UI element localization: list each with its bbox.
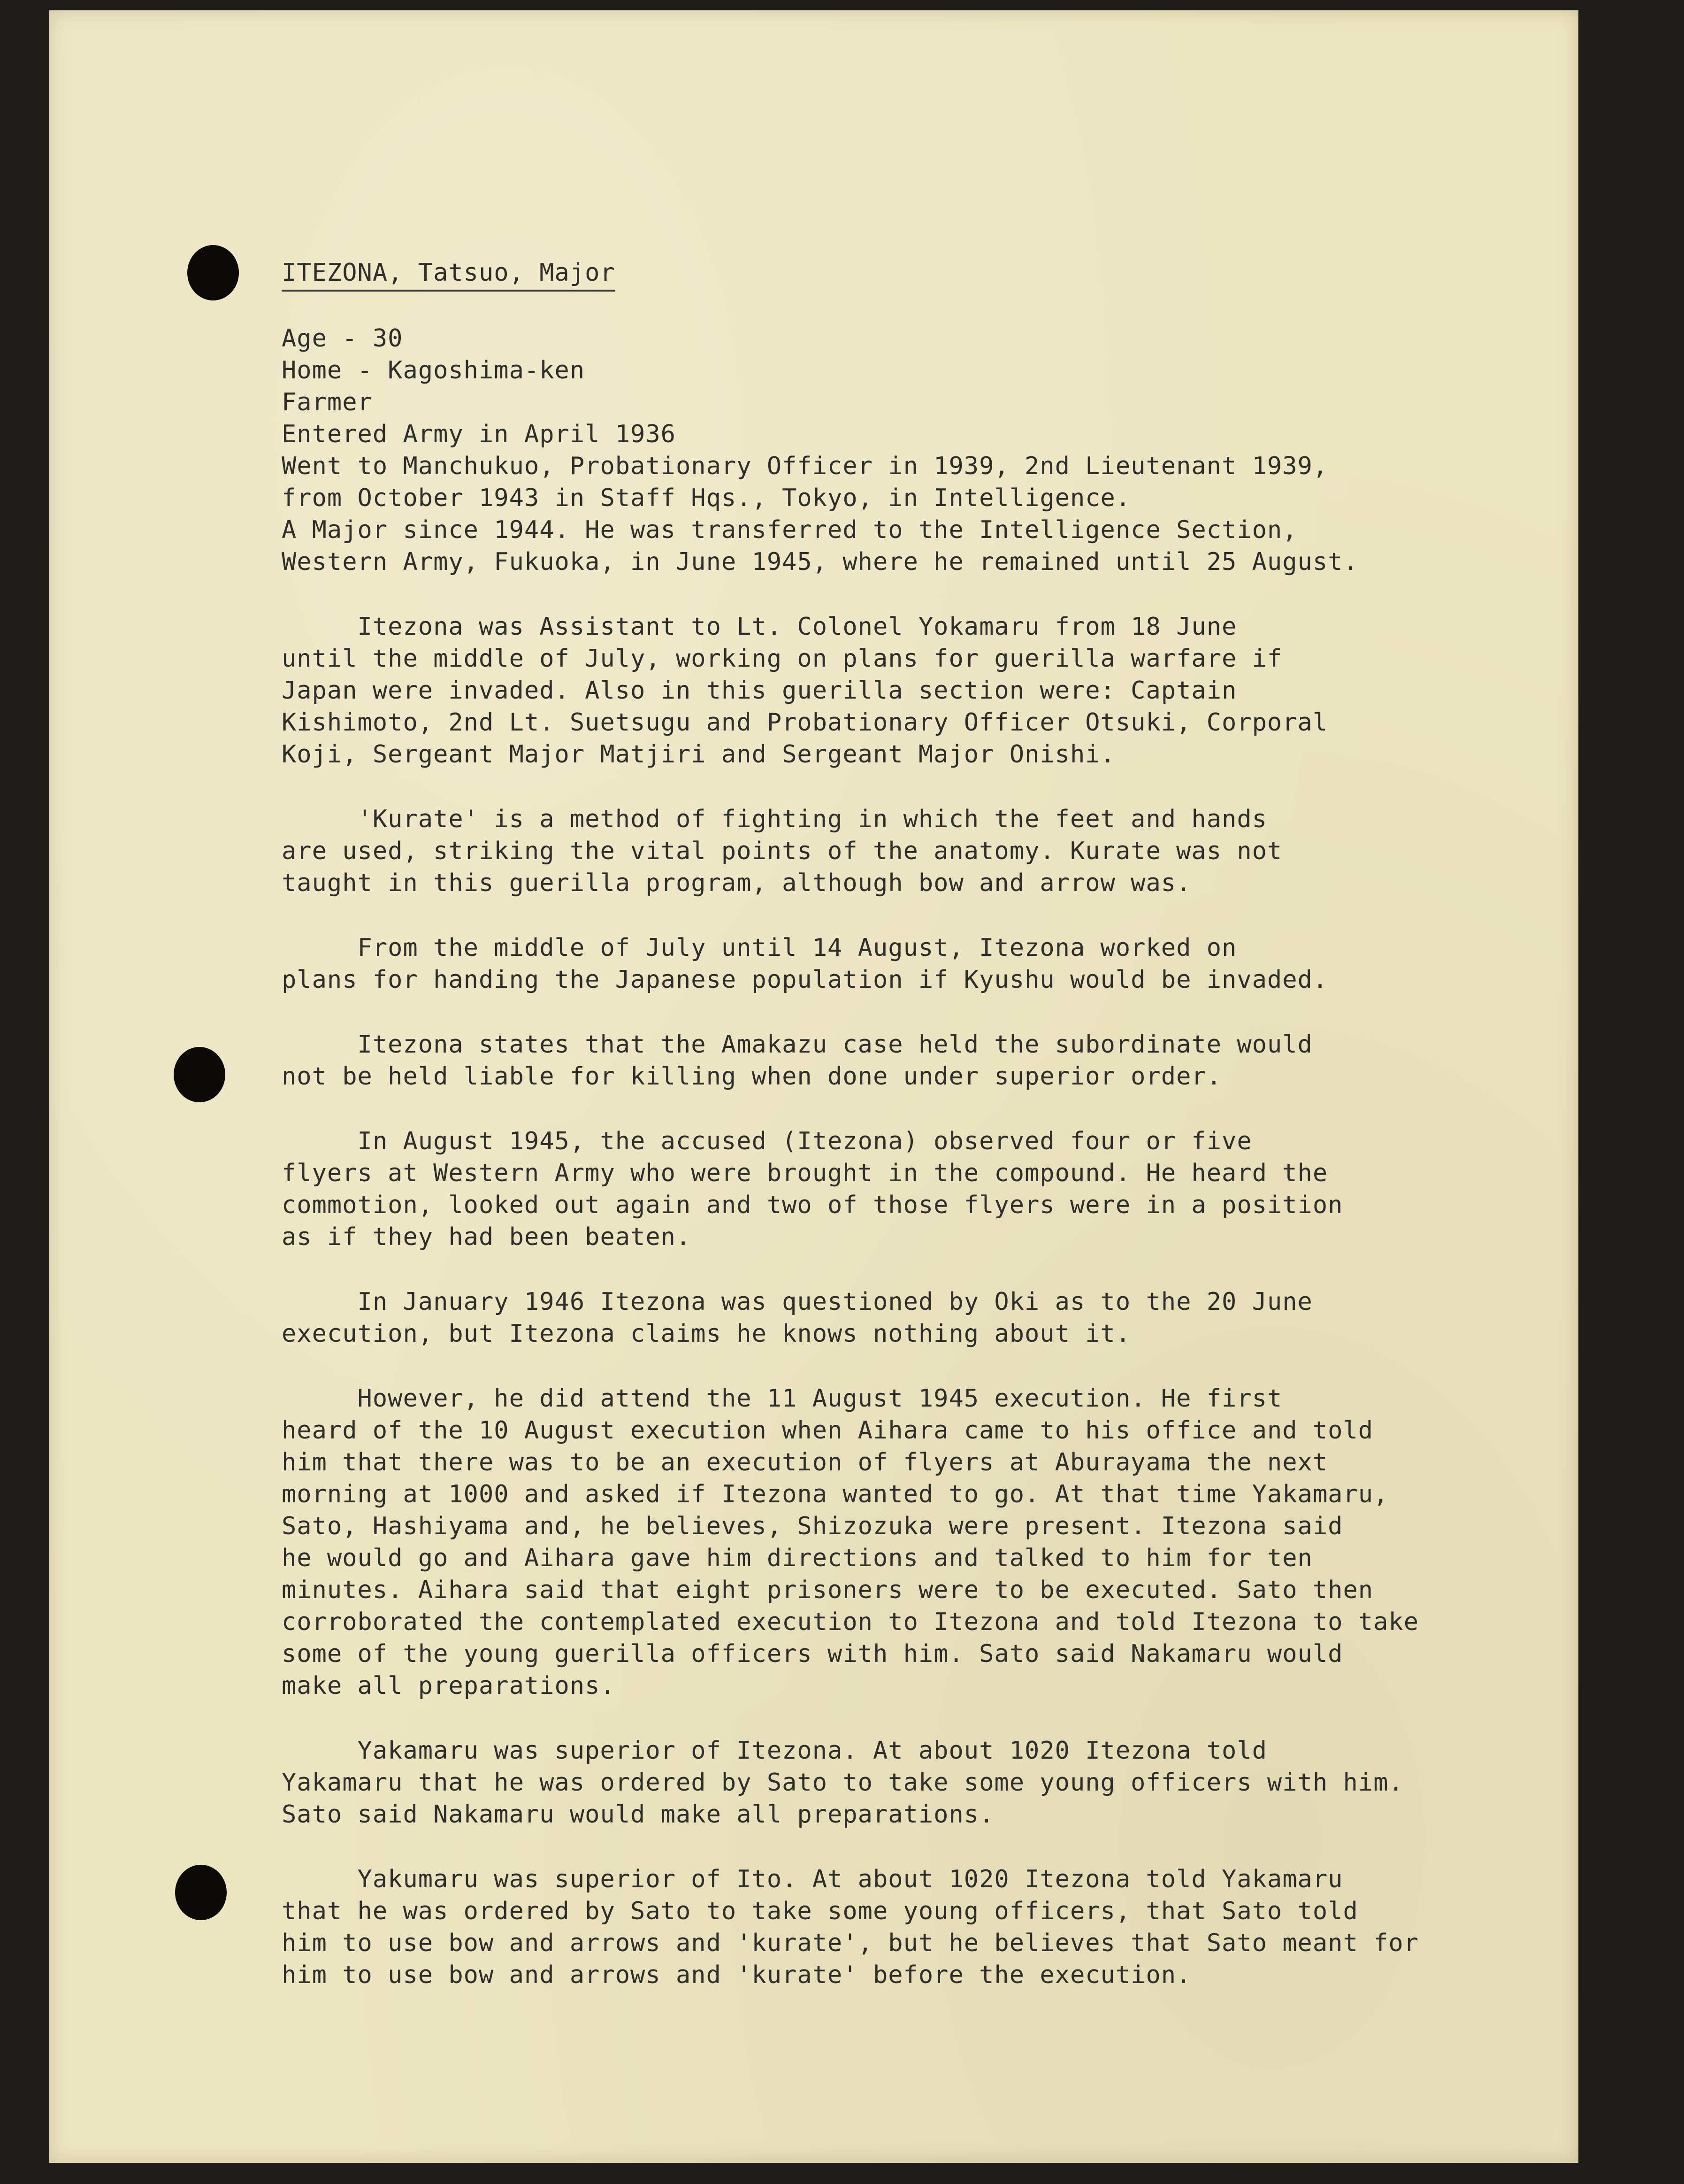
paragraph-line: Sato said Nakamaru would make all preparations. (282, 1800, 995, 1829)
body-paragraph (282, 611, 1521, 770)
body-paragraph (282, 1125, 1521, 1253)
paragraph-line: From the middle of July until 14 August, Itezona worked on (282, 934, 1237, 962)
paragraph-line: Yakumaru was superior of Ito. At about 1020 Itezona told Yakamaru (282, 1865, 1343, 1893)
paragraph-line: are used, striking the vital points of the anatomy. Kurate was not (282, 837, 1283, 865)
body-paragraph (282, 1863, 1521, 1991)
paragraph-line: him to use bow and arrows and 'kurate' before the execution. (282, 1961, 1192, 1989)
punch-hole (175, 1865, 227, 1920)
body-paragraph (282, 932, 1521, 996)
paragraph-line: taught in this guerilla program, although bow and arrow was. (282, 869, 1192, 897)
body-paragraph (282, 1029, 1521, 1092)
paragraph-line: Koji, Sergeant Major Matjiri and Sergeant Major Onishi. (282, 740, 1116, 769)
detail-line: Entered Army in April 1936 (282, 420, 676, 448)
paragraph-line: as if they had been beaten. (282, 1223, 691, 1251)
paragraph-line: morning at 1000 and asked if Itezona wanted to go. At that time Yakamaru, (282, 1480, 1389, 1508)
body-paragraph (282, 1383, 1521, 1702)
paragraph-line: In January 1946 Itezona was questioned by Oki as to the 20 June (282, 1288, 1313, 1316)
paragraph-line: some of the young guerilla officers with him. Sato said Nakamaru would (282, 1640, 1343, 1668)
document-title-text: ITEZONA, Tatsuo, Major (282, 259, 615, 292)
paragraph-line: not be held liable for killing when done under superior order. (282, 1062, 1222, 1091)
paragraph-line: heard of the 10 August execution when Aihara came to his office and told (282, 1416, 1374, 1445)
paragraph-line: him to use bow and arrows and 'kurate', but he believes that Sato meant for (282, 1929, 1419, 1957)
paragraph-line: In August 1945, the accused (Itezona) observed four or five (282, 1127, 1252, 1155)
body-paragraph (282, 1286, 1521, 1350)
paragraph-line: minutes. Aihara said that eight prisoners were to be executed. Sato then (282, 1576, 1374, 1604)
paragraph-line: Japan were invaded. Also in this guerilla section were: Captain (282, 677, 1237, 705)
body-paragraph (282, 1735, 1521, 1830)
punch-hole (187, 245, 239, 300)
detail-line: Age - 30 (282, 324, 403, 353)
paragraph-line: commotion, looked out again and two of those flyers were in a position (282, 1191, 1343, 1219)
paragraph-line: he would go and Aihara gave him directions and talked to him for ten (282, 1544, 1313, 1572)
typed-document (282, 256, 1521, 1991)
paragraph-line: However, he did attend the 11 August 1945 execution. He first (282, 1384, 1283, 1413)
paragraph-line: plans for handing the Japanese population if Kyushu would be invaded. (282, 966, 1328, 994)
document-title (282, 256, 1521, 290)
paragraph-line: Itezona was Assistant to Lt. Colonel Yokamaru from 18 June (282, 613, 1237, 641)
paragraph-line: Sato, Hashiyama and, he believes, Shizozuka were present. Itezona said (282, 1512, 1343, 1540)
detail-line: Home - Kagoshima-ken (282, 356, 585, 385)
detail-line: A Major since 1944. He was transferred to the Intelligence Section, (282, 516, 1298, 544)
detail-line: Went to Manchukuo, Probationary Officer in 1939, 2nd Lieutenant 1939, (282, 452, 1328, 480)
paragraph-line: make all preparations. (282, 1672, 615, 1700)
paragraph-line: corroborated the contemplated execution to Itezona and told Itezona to take (282, 1608, 1419, 1636)
paragraph-line: execution, but Itezona claims he knows nothing about it. (282, 1320, 1131, 1348)
paragraph-line: Yakamaru was superior of Itezona. At about 1020 Itezona told (282, 1737, 1267, 1765)
personal-details (282, 323, 1521, 578)
paragraph-line: Kishimoto, 2nd Lt. Suetsugu and Probationary Officer Otsuki, Corporal (282, 708, 1328, 737)
paragraph-line: flyers at Western Army who were brought in the compound. He heard the (282, 1159, 1328, 1187)
paragraph-line: 'Kurate' is a method of fighting in which the feet and hands (282, 805, 1267, 833)
body-paragraph (282, 803, 1521, 899)
paragraph-line: until the middle of July, working on plans for guerilla warfare if (282, 645, 1283, 673)
detail-line: Farmer (282, 388, 373, 416)
paragraph-line: Itezona states that the Amakazu case held the subordinate would (282, 1030, 1313, 1059)
body-paragraphs (282, 611, 1521, 1991)
paragraph-line: Yakamaru that he was ordered by Sato to take some young officers with him. (282, 1769, 1404, 1797)
detail-line: Western Army, Fukuoka, in June 1945, where he remained until 25 August. (282, 548, 1358, 576)
paragraph-line: him that there was to be an execution of flyers at Aburayama the next (282, 1448, 1328, 1477)
paragraph-line: that he was ordered by Sato to take some young officers, that Sato told (282, 1897, 1358, 1925)
punch-hole (174, 1047, 225, 1102)
detail-line: from October 1943 in Staff Hqs., Tokyo, in Intelligence. (282, 484, 1131, 512)
